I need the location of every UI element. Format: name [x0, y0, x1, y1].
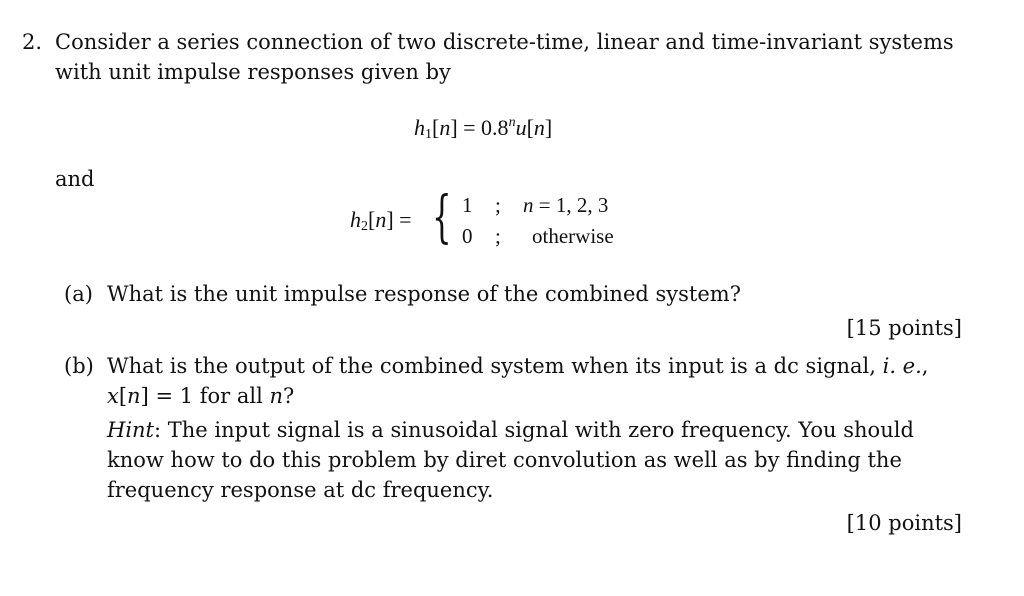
- part-b-hint-line3: frequency response at dc frequency.: [107, 478, 494, 502]
- h1-equation: $h_1[n] = 0.8^nu[n]$: [414, 115, 553, 142]
- h2-case2-cond: otherwise: [532, 224, 614, 248]
- h2-case1-cond: n = 1, 2, 3: [523, 193, 609, 217]
- part-a-points: [15 points]: [846, 316, 962, 340]
- part-b-points: [10 points]: [846, 511, 962, 535]
- h2-case2-value: 0: [462, 224, 473, 248]
- part-b-hint-line1: Hint: The input signal is a sinusoidal signal with zero frequency. You should: [107, 418, 914, 442]
- part-b-question-line1: What is the output of the combined system when its input is a dc signal, i. e.,: [107, 354, 929, 378]
- problem-number: 2.: [22, 30, 43, 54]
- h2-case1-sep: ;: [495, 193, 501, 217]
- h2-case1-value: 1: [462, 193, 473, 217]
- problem-intro-line1: Consider a series connection of two discrete-time, linear and time-invariant systems: [55, 30, 954, 54]
- part-b-hint-line2: know how to do this problem by diret convolution as well as by finding the: [107, 448, 902, 472]
- left-brace: {: [432, 185, 452, 250]
- h2-lhs: $h_2[n]$ =: [350, 207, 412, 234]
- part-a-question: What is the unit impulse response of the combined system?: [107, 282, 741, 306]
- part-b-question-line2: x[n] = 1 for all n?: [107, 384, 295, 408]
- problem-intro-line2: with unit impulse responses given by: [55, 60, 451, 84]
- part-a-label: (a): [64, 282, 93, 306]
- and-word: and: [55, 167, 95, 191]
- part-b-label: (b): [64, 354, 94, 378]
- h2-case2-sep: ;: [495, 224, 501, 248]
